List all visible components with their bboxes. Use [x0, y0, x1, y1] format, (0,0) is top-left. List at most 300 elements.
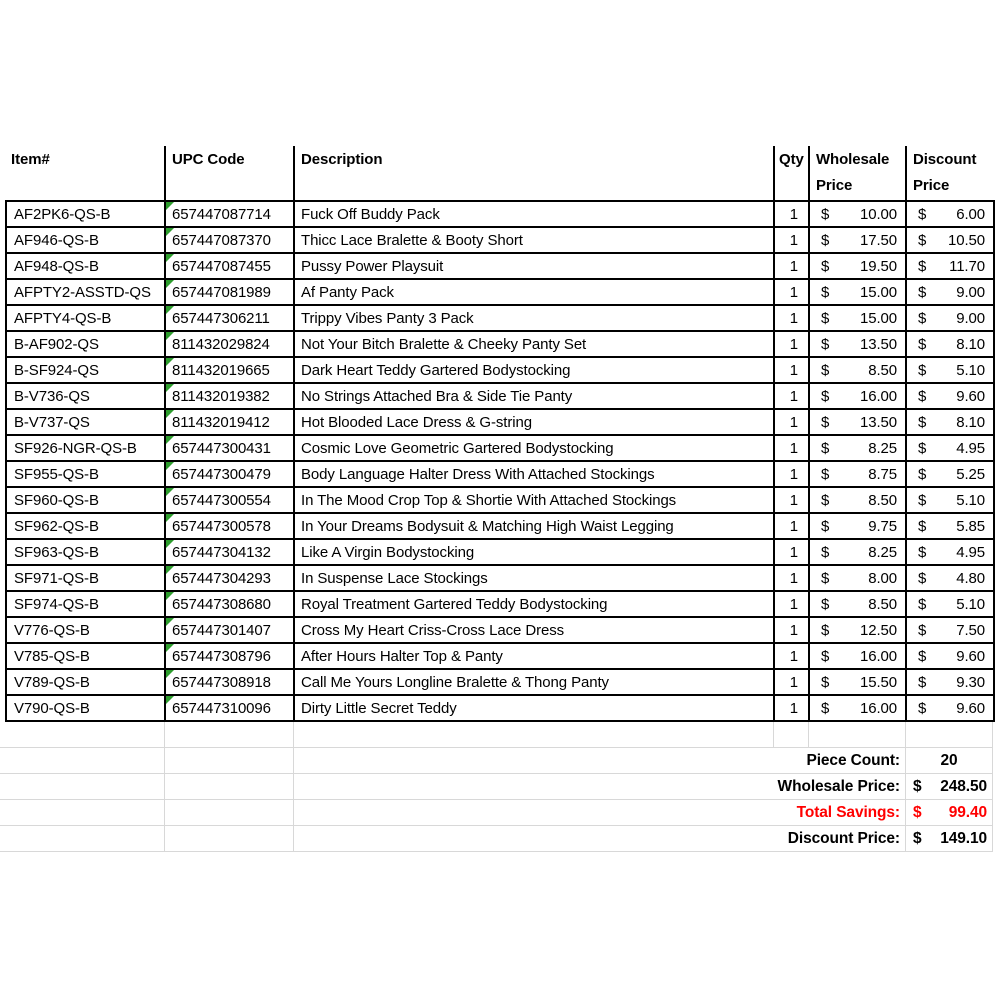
description-cell: Cosmic Love Geometric Gartered Bodystocking	[294, 435, 774, 461]
wholesale-price-cell	[809, 513, 906, 539]
wholesale-price-cell	[809, 305, 906, 331]
discount-price-cell-inner	[907, 596, 993, 613]
amount: 17.50	[859, 231, 897, 249]
gridline	[773, 722, 774, 748]
discount-price-cell	[906, 669, 994, 695]
description-cell: Body Language Halter Dress With Attached Stockings	[294, 461, 774, 487]
item-number-cell: AFPTY4-QS-B	[6, 305, 165, 331]
wholesale-total-row	[0, 774, 993, 800]
currency-symbol: $	[821, 673, 830, 691]
amount: 8.25	[868, 439, 897, 457]
amount: 11.70	[949, 257, 985, 275]
currency-symbol: $	[821, 491, 830, 509]
wholesale-total-label: Wholesale Price:	[777, 777, 900, 795]
wholesale-price-cell-inner	[810, 362, 905, 379]
wholesale-price-cell	[809, 565, 906, 591]
item-number-cell: SF963-QS-B	[6, 539, 165, 565]
currency-symbol: $	[821, 543, 830, 561]
discount-price-cell	[906, 513, 994, 539]
description-cell: Dark Heart Teddy Gartered Bodystocking	[294, 357, 774, 383]
wholesale-price-cell-inner	[810, 206, 905, 223]
number-stored-as-text-flag-icon	[166, 436, 174, 444]
amount: 99.40	[948, 803, 987, 821]
upc-code-cell: 657447300479	[165, 461, 294, 487]
discount-price-cell-inner	[907, 440, 993, 457]
item-number-cell: B-SF924-QS	[6, 357, 165, 383]
number-stored-as-text-flag-icon	[166, 202, 174, 210]
amount: 5.25	[956, 465, 985, 483]
discount-price-cell	[906, 357, 994, 383]
discount-price-cell-inner	[907, 518, 993, 535]
amount: 248.50	[940, 777, 987, 795]
item-number-cell: V790-QS-B	[6, 695, 165, 721]
table-row	[6, 565, 994, 591]
table-row	[6, 669, 994, 695]
currency-symbol: $	[821, 517, 830, 535]
description-cell: Dirty Little Secret Teddy	[294, 695, 774, 721]
amount: 7.50	[956, 621, 985, 639]
amount: 15.00	[859, 309, 897, 327]
wholesale-price-cell-inner	[810, 700, 905, 717]
discount-price-cell	[906, 383, 994, 409]
upc-code-cell: 811432019382	[165, 383, 294, 409]
qty-cell: 1	[774, 617, 809, 643]
amount: 8.50	[868, 361, 897, 379]
upc-code-cell: 657447308918	[165, 669, 294, 695]
description-cell: Call Me Yours Longline Bralette & Thong Panty	[294, 669, 774, 695]
discount-price-cell-inner	[907, 570, 993, 587]
wholesale-price-cell	[809, 669, 906, 695]
discount-price-cell-inner	[907, 310, 993, 327]
wholesale-price-cell	[809, 591, 906, 617]
upc-code-cell: 657447081989	[165, 279, 294, 305]
discount-price-cell-inner	[907, 414, 993, 431]
item-number-cell: B-AF902-QS	[6, 331, 165, 357]
discount-price-cell-inner	[907, 648, 993, 665]
amount: 5.10	[956, 361, 985, 379]
wholesale-price-cell-inner	[810, 388, 905, 405]
upc-code-cell: 657447300431	[165, 435, 294, 461]
item-number-cell: AFPTY2-ASSTD-QS	[6, 279, 165, 305]
currency-symbol: $	[918, 387, 927, 405]
piece-count-row	[0, 748, 993, 774]
discount-price-cell	[906, 565, 994, 591]
wholesale-price-cell-inner	[810, 440, 905, 457]
wholesale-price-cell-inner	[810, 622, 905, 639]
item-number-cell: V789-QS-B	[6, 669, 165, 695]
amount: 12.50	[859, 621, 897, 639]
qty-cell: 1	[774, 643, 809, 669]
currency-symbol: $	[821, 595, 830, 613]
description-cell: Af Panty Pack	[294, 279, 774, 305]
discount-price-cell	[906, 591, 994, 617]
description-cell: No Strings Attached Bra & Side Tie Panty	[294, 383, 774, 409]
wholesale-price-cell-inner	[810, 284, 905, 301]
wholesale-price-cell	[809, 201, 906, 227]
wholesale-price-cell-inner	[810, 414, 905, 431]
currency-symbol: $	[918, 361, 927, 379]
qty-cell: 1	[774, 513, 809, 539]
discount-price-cell	[906, 201, 994, 227]
discount-price-cell	[906, 643, 994, 669]
number-stored-as-text-flag-icon	[166, 254, 174, 262]
amount: 10.50	[947, 231, 985, 249]
header-description: Description	[293, 146, 773, 200]
wholesale-price-cell	[809, 487, 906, 513]
currency-symbol: $	[821, 309, 830, 327]
discount-price-cell	[906, 539, 994, 565]
amount: 15.00	[859, 283, 897, 301]
description-cell: Royal Treatment Gartered Teddy Bodystocking	[294, 591, 774, 617]
discount-price-cell	[906, 331, 994, 357]
wholesale-price-cell	[809, 279, 906, 305]
amount: 13.50	[859, 335, 897, 353]
table-row	[6, 201, 994, 227]
amount: 8.10	[956, 335, 985, 353]
currency-symbol: $	[821, 205, 830, 223]
discount-total-value	[905, 830, 993, 848]
upc-code-cell: 811432019665	[165, 357, 294, 383]
wholesale-price-cell	[809, 539, 906, 565]
wholesale-price-cell	[809, 383, 906, 409]
upc-code-cell: 657447301407	[165, 617, 294, 643]
wholesale-price-cell-inner	[810, 648, 905, 665]
amount: 19.50	[859, 257, 897, 275]
amount: 15.50	[859, 673, 897, 691]
amount: 9.30	[956, 673, 985, 691]
item-number-cell: SF960-QS-B	[6, 487, 165, 513]
upc-code-cell: 811432029824	[165, 331, 294, 357]
item-number-cell: AF2PK6-QS-B	[6, 201, 165, 227]
number-stored-as-text-flag-icon	[166, 592, 174, 600]
number-stored-as-text-flag-icon	[166, 384, 174, 392]
discount-price-cell	[906, 253, 994, 279]
total-savings-row	[0, 800, 993, 826]
currency-symbol: $	[821, 361, 830, 379]
number-stored-as-text-flag-icon	[166, 696, 174, 704]
amount: 9.60	[956, 387, 985, 405]
table-row	[6, 305, 994, 331]
currency-symbol: $	[918, 543, 927, 561]
amount: 8.00	[868, 569, 897, 587]
item-number-cell: SF971-QS-B	[6, 565, 165, 591]
currency-symbol: $	[918, 283, 927, 301]
wholesale-price-cell	[809, 435, 906, 461]
number-stored-as-text-flag-icon	[166, 358, 174, 366]
currency-symbol: $	[821, 439, 830, 457]
wholesale-price-cell-inner	[810, 232, 905, 249]
upc-code-cell: 657447310096	[165, 695, 294, 721]
wholesale-price-cell	[809, 331, 906, 357]
currency-symbol: $	[918, 335, 927, 353]
currency-symbol: $	[918, 595, 927, 613]
header-qty: Qty	[773, 146, 808, 200]
qty-cell: 1	[774, 409, 809, 435]
description-cell: Not Your Bitch Bralette & Cheeky Panty Set	[294, 331, 774, 357]
amount: 9.60	[956, 699, 985, 717]
wholesale-price-cell-inner	[810, 544, 905, 561]
number-stored-as-text-flag-icon	[166, 540, 174, 548]
discount-price-cell-inner	[907, 284, 993, 301]
amount: 6.00	[956, 205, 985, 223]
amount: 5.85	[956, 517, 985, 535]
header-discount-price: Discount Price	[905, 146, 993, 200]
wholesale-price-cell	[809, 409, 906, 435]
currency-symbol: $	[821, 699, 830, 717]
currency-symbol: $	[918, 517, 927, 535]
discount-price-cell-inner	[907, 362, 993, 379]
discount-price-cell	[906, 435, 994, 461]
wholesale-price-cell	[809, 695, 906, 721]
currency-symbol: $	[918, 647, 927, 665]
discount-price-cell-inner	[907, 206, 993, 223]
qty-cell: 1	[774, 253, 809, 279]
table-row	[6, 357, 994, 383]
wholesale-price-cell	[809, 253, 906, 279]
piece-count-label: Piece Count:	[806, 751, 900, 769]
discount-total-row	[0, 826, 993, 852]
amount: 5.10	[956, 595, 985, 613]
currency-symbol: $	[821, 413, 830, 431]
description-cell: Thicc Lace Bralette & Booty Short	[294, 227, 774, 253]
upc-code-cell: 657447304293	[165, 565, 294, 591]
discount-price-cell-inner	[907, 622, 993, 639]
discount-price-cell	[906, 279, 994, 305]
summary-block	[0, 722, 993, 852]
wholesale-price-cell	[809, 227, 906, 253]
qty-cell: 1	[774, 227, 809, 253]
currency-symbol: $	[918, 621, 927, 639]
amount: 8.50	[868, 595, 897, 613]
table-row	[6, 383, 994, 409]
currency-symbol: $	[821, 257, 830, 275]
wholesale-price-cell	[809, 461, 906, 487]
item-number-cell: SF955-QS-B	[6, 461, 165, 487]
table-row	[6, 591, 994, 617]
amount: 10.00	[859, 205, 897, 223]
description-cell: Hot Blooded Lace Dress & G-string	[294, 409, 774, 435]
currency-symbol: $	[918, 491, 927, 509]
amount: 5.10	[956, 491, 985, 509]
discount-price-cell-inner	[907, 674, 993, 691]
currency-symbol: $	[918, 569, 927, 587]
upc-code-cell: 657447304132	[165, 539, 294, 565]
description-cell: Like A Virgin Bodystocking	[294, 539, 774, 565]
currency-symbol: $	[918, 309, 927, 327]
amount: 9.00	[956, 283, 985, 301]
discount-price-cell	[906, 695, 994, 721]
gridline	[808, 722, 809, 748]
table-row	[6, 409, 994, 435]
qty-cell: 1	[774, 565, 809, 591]
number-stored-as-text-flag-icon	[166, 280, 174, 288]
table-row	[6, 539, 994, 565]
number-stored-as-text-flag-icon	[166, 332, 174, 340]
header-wholesale-price: Wholesale Price	[808, 146, 905, 200]
number-stored-as-text-flag-icon	[166, 618, 174, 626]
discount-price-cell	[906, 409, 994, 435]
upc-code-cell: 657447300578	[165, 513, 294, 539]
upc-code-cell: 657447300554	[165, 487, 294, 513]
currency-symbol: $	[821, 387, 830, 405]
amount: 16.00	[859, 387, 897, 405]
empty-row	[0, 722, 993, 748]
currency-symbol: $	[918, 673, 927, 691]
discount-price-cell-inner	[907, 232, 993, 249]
table-row	[6, 253, 994, 279]
number-stored-as-text-flag-icon	[166, 306, 174, 314]
qty-cell: 1	[774, 461, 809, 487]
table-row	[6, 461, 994, 487]
currency-symbol: $	[913, 829, 922, 847]
table-row	[6, 227, 994, 253]
description-cell: In Suspense Lace Stockings	[294, 565, 774, 591]
qty-cell: 1	[774, 669, 809, 695]
currency-symbol: $	[821, 621, 830, 639]
item-number-cell: AF948-QS-B	[6, 253, 165, 279]
qty-cell: 1	[774, 201, 809, 227]
table-row	[6, 643, 994, 669]
gridline	[905, 722, 906, 852]
currency-symbol: $	[918, 465, 927, 483]
item-number-cell: B-V736-QS	[6, 383, 165, 409]
header-upc-code: UPC Code	[164, 146, 293, 200]
table-row	[6, 487, 994, 513]
wholesale-total-value	[905, 778, 993, 796]
total-savings-label: Total Savings:	[796, 803, 900, 821]
description-cell: Fuck Off Buddy Pack	[294, 201, 774, 227]
number-stored-as-text-flag-icon	[166, 410, 174, 418]
description-cell: Cross My Heart Criss-Cross Lace Dress	[294, 617, 774, 643]
upc-code-cell: 657447087714	[165, 201, 294, 227]
amount: 8.75	[868, 465, 897, 483]
item-number-cell: B-V737-QS	[6, 409, 165, 435]
table-row	[6, 331, 994, 357]
qty-cell: 1	[774, 305, 809, 331]
number-stored-as-text-flag-icon	[166, 462, 174, 470]
qty-cell: 1	[774, 279, 809, 305]
number-stored-as-text-flag-icon	[166, 644, 174, 652]
currency-symbol: $	[821, 569, 830, 587]
item-number-cell: SF926-NGR-QS-B	[6, 435, 165, 461]
qty-cell: 1	[774, 539, 809, 565]
wholesale-price-cell-inner	[810, 492, 905, 509]
wholesale-price-cell-inner	[810, 310, 905, 327]
qty-cell: 1	[774, 383, 809, 409]
discount-price-cell-inner	[907, 700, 993, 717]
amount: 8.50	[868, 491, 897, 509]
discount-price-cell-inner	[907, 544, 993, 561]
amount: 16.00	[859, 699, 897, 717]
amount: 8.10	[956, 413, 985, 431]
upc-code-cell: 811432019412	[165, 409, 294, 435]
description-cell: Pussy Power Playsuit	[294, 253, 774, 279]
currency-symbol: $	[913, 803, 922, 821]
upc-code-cell: 657447308796	[165, 643, 294, 669]
discount-total-label: Discount Price:	[787, 829, 900, 847]
wholesale-price-cell-inner	[810, 336, 905, 353]
item-number-cell: AF946-QS-B	[6, 227, 165, 253]
header-item-number: Item#	[11, 151, 50, 168]
currency-symbol: $	[821, 647, 830, 665]
wholesale-price-cell-inner	[810, 466, 905, 483]
qty-cell: 1	[774, 331, 809, 357]
upc-code-cell: 657447087455	[165, 253, 294, 279]
currency-symbol: $	[918, 231, 927, 249]
table-row	[6, 435, 994, 461]
total-savings-value	[905, 804, 993, 822]
currency-symbol: $	[913, 777, 922, 795]
upc-code-cell: 657447308680	[165, 591, 294, 617]
table-row	[6, 695, 994, 721]
number-stored-as-text-flag-icon	[166, 228, 174, 236]
upc-code-cell: 657447087370	[165, 227, 294, 253]
table-row	[6, 279, 994, 305]
qty-cell: 1	[774, 357, 809, 383]
discount-price-cell	[906, 305, 994, 331]
upc-code-cell: 657447306211	[165, 305, 294, 331]
wholesale-price-cell-inner	[810, 258, 905, 275]
table-header-row	[5, 146, 993, 200]
amount: 13.50	[859, 413, 897, 431]
qty-cell: 1	[774, 435, 809, 461]
discount-price-cell	[906, 461, 994, 487]
gridline	[992, 722, 993, 852]
discount-price-cell-inner	[907, 258, 993, 275]
gridline	[164, 722, 165, 852]
amount: 9.00	[956, 309, 985, 327]
discount-price-cell	[906, 487, 994, 513]
wholesale-price-cell-inner	[810, 674, 905, 691]
description-cell: After Hours Halter Top & Panty	[294, 643, 774, 669]
currency-symbol: $	[821, 465, 830, 483]
piece-count-value: 20	[940, 751, 958, 769]
amount: 4.95	[956, 543, 985, 561]
discount-price-cell-inner	[907, 388, 993, 405]
qty-cell: 1	[774, 591, 809, 617]
discount-price-cell	[906, 227, 994, 253]
currency-symbol: $	[918, 699, 927, 717]
wholesale-price-cell-inner	[810, 518, 905, 535]
currency-symbol: $	[918, 439, 927, 457]
wholesale-price-cell-inner	[810, 596, 905, 613]
item-number-cell: SF974-QS-B	[6, 591, 165, 617]
table-row	[6, 513, 994, 539]
number-stored-as-text-flag-icon	[166, 670, 174, 678]
wholesale-price-cell	[809, 643, 906, 669]
discount-price-cell-inner	[907, 492, 993, 509]
item-number-cell: V776-QS-B	[6, 617, 165, 643]
amount: 16.00	[859, 647, 897, 665]
amount: 9.60	[956, 647, 985, 665]
currency-symbol: $	[918, 257, 927, 275]
product-table	[5, 200, 995, 722]
qty-cell: 1	[774, 695, 809, 721]
item-number-cell: SF962-QS-B	[6, 513, 165, 539]
amount: 9.75	[868, 517, 897, 535]
description-cell: In The Mood Crop Top & Shortie With Attached Stockings	[294, 487, 774, 513]
currency-symbol: $	[821, 335, 830, 353]
discount-price-cell-inner	[907, 336, 993, 353]
item-number-cell: V785-QS-B	[6, 643, 165, 669]
currency-symbol: $	[821, 283, 830, 301]
wholesale-price-cell	[809, 357, 906, 383]
description-cell: In Your Dreams Bodysuit & Matching High Waist Legging	[294, 513, 774, 539]
currency-symbol: $	[918, 413, 927, 431]
currency-symbol: $	[821, 231, 830, 249]
table-row	[6, 617, 994, 643]
amount: 4.95	[956, 439, 985, 457]
